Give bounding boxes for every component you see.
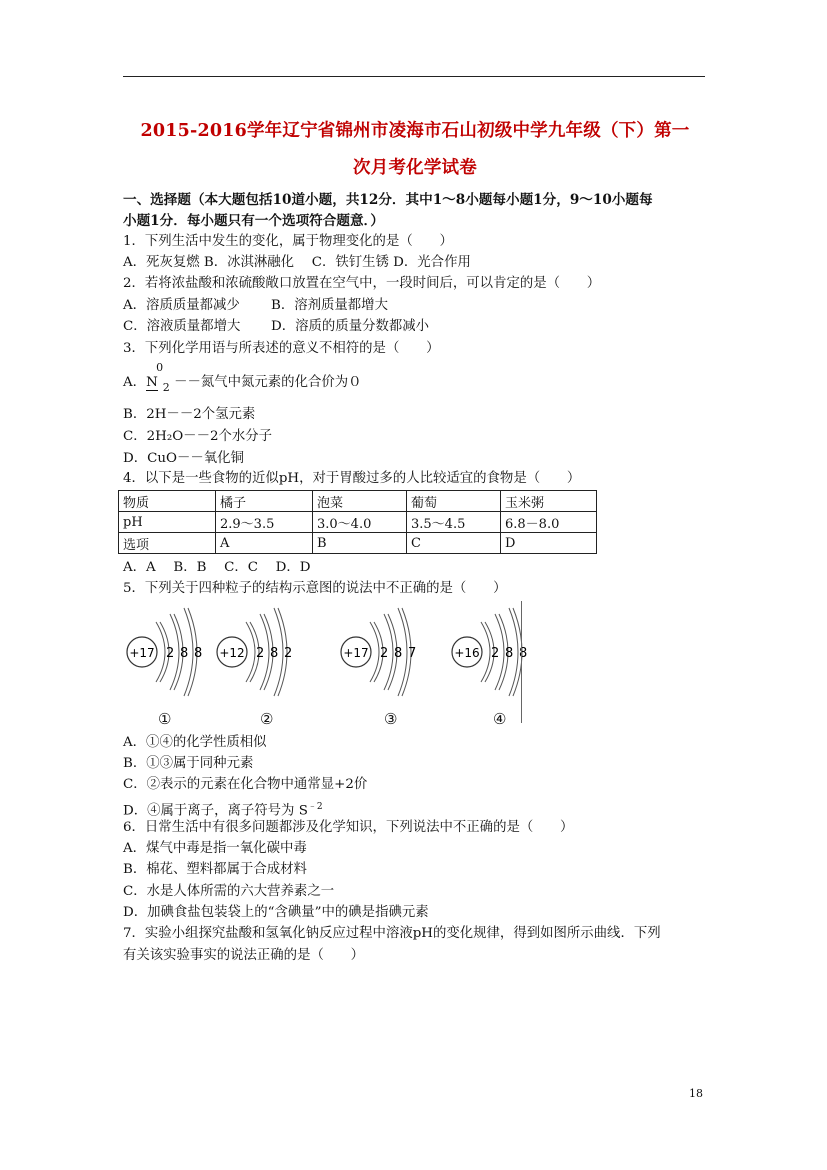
shell-electron-count: 7 — [408, 646, 417, 661]
q2-option-d: D．溶质的质量分数都减小 — [271, 319, 430, 334]
q3-option-a-text: －－氮气中氮元素的化合价为０ — [174, 375, 362, 390]
table-cell: A — [216, 533, 313, 554]
q3-option-a — [123, 361, 362, 397]
shell-electron-count: 8 — [180, 646, 189, 661]
shell-electron-count: 2 — [380, 646, 389, 661]
page-number: 18 — [689, 1087, 703, 1100]
nucleus-charge: +16 — [454, 646, 480, 660]
table-row — [119, 512, 597, 533]
q3-option-b: B．2H－－2个氢元素 — [123, 407, 256, 422]
q3-option-d: D．CuO－－氧化铜 — [123, 451, 244, 466]
table-cell: D — [501, 533, 597, 554]
q5-option-d — [123, 798, 323, 820]
q6-option-a: A．煤气中毒是指一氧化碳中毒 — [123, 841, 307, 856]
shell-electron-count: 8 — [270, 646, 279, 661]
atom-diagram-3 — [336, 605, 431, 700]
q4-options: A．A B．B C．C D．D — [123, 560, 311, 575]
table-cell: pH — [119, 512, 216, 533]
nucleus-charge: +17 — [343, 646, 369, 660]
q6-option-b: B．棉花、塑料都属于合成材料 — [123, 862, 307, 877]
shell-electron-count: 8 — [194, 646, 203, 661]
table-cell: 3.0～4.0 — [313, 512, 407, 533]
q2-option-b: B．溶剂质量都增大 — [271, 298, 388, 313]
nucleus-charge: +12 — [219, 646, 245, 660]
q6-option-c: C．水是人体所需的六大营养素之一 — [123, 884, 335, 899]
food-ph-table — [118, 490, 597, 554]
q1-options: A．死灰复燃 B．冰淇淋融化 C．铁钉生锈 D．光合作用 — [123, 255, 471, 270]
table-cell: 葡萄 — [407, 491, 501, 512]
shell-electron-count: 8 — [505, 646, 514, 661]
q5-option-b: B．①③属于同种元素 — [123, 756, 254, 771]
shell-electron-count: 2 — [491, 646, 500, 661]
q3-option-a-prefix: A． — [123, 375, 147, 390]
atom-diagram-1 — [122, 605, 217, 700]
q5-option-d-charge: ﹣2 — [307, 802, 323, 812]
atom-label-3: ③ — [384, 710, 398, 728]
q5-option-d-symbol: S — [298, 803, 308, 819]
q2-option-a: A．溶质质量都减少 — [123, 298, 240, 313]
q5-option-a: A．①④的化学性质相似 — [123, 735, 267, 750]
q1-stem: 1．下列生活中发生的变化，属于物理变化的是（ ） — [123, 234, 453, 249]
q3-option-c: C．2H₂O－－2个水分子 — [123, 429, 273, 444]
table-cell: 6.8－8.0 — [501, 512, 597, 533]
q5-option-d-text: D．④属于离子，离子符号为 — [123, 803, 295, 819]
atom-diagram-2 — [212, 605, 307, 700]
table-cell: C — [407, 533, 501, 554]
atom-label-2: ② — [260, 710, 274, 728]
q5-stem: 5．下列关于四种粒子的结构示意图的说法中不正确的是（ ） — [123, 581, 507, 596]
table-cell: 选项 — [119, 533, 216, 554]
page-title-line-1: 2015-2016学年辽宁省锦州市凌海市石山初级中学九年级（下）第一 — [140, 121, 690, 141]
table-cell: B — [313, 533, 407, 554]
table-row — [119, 533, 597, 554]
q3-option-a-subscript: 2 — [162, 381, 170, 394]
q3-option-a-symbol: N — [146, 375, 158, 390]
q2-options-row-1 — [123, 297, 388, 315]
shell-electron-count: 2 — [256, 646, 265, 661]
nucleus-charge: +17 — [129, 646, 155, 660]
table-cell: 泡菜 — [313, 491, 407, 512]
atom-label-1: ① — [158, 710, 172, 728]
shell-electron-count: 2 — [166, 646, 175, 661]
shell-electron-count: 8 — [519, 646, 528, 661]
header-rule — [123, 76, 705, 77]
q2-option-c: C．溶液质量都增大 — [123, 319, 241, 334]
q7-stem-line-1: 7．实验小组探究盐酸和氢氧化钠反应过程中溶液pH的变化规律，得到如图所示曲线．下列 — [123, 926, 661, 941]
q7-stem-line-2: 有关该实验事实的说法正确的是（ ） — [123, 948, 365, 963]
q4-stem: 4．以下是一些食物的近似pH，对于胃酸过多的人比较适宜的食物是（ ） — [123, 471, 581, 486]
section-heading — [123, 190, 713, 232]
q5-option-c: C．②表示的元素在化合物中通常显+2价 — [123, 777, 368, 792]
table-cell: 玉米粥 — [501, 491, 597, 512]
atom-label-4: ④ — [493, 710, 507, 728]
section-heading-line-2: 小题1分．每小题只有一个选项符合题意．） — [123, 213, 384, 229]
table-cell: 物质 — [119, 491, 216, 512]
q2-stem: 2．若将浓盐酸和浓硫酸敞口放置在空气中，一段时间后，可以肯定的是（ ） — [123, 276, 601, 291]
shell-electron-count: 8 — [394, 646, 403, 661]
table-cell: 橘子 — [216, 491, 313, 512]
q3-option-a-valence: 0 — [156, 361, 164, 374]
table-row — [119, 491, 597, 512]
section-heading-line-1: 一、选择题（本大题包括10道小题，共12分．其中1～8小题每小题1分，9～10小题每 — [123, 192, 653, 208]
page-title-line-2: 次月考化学试卷 — [353, 158, 477, 178]
q6-option-d: D．加碘食盐包装袋上的“含碘量”中的碘是指碘元素 — [123, 905, 429, 920]
table-cell: 3.5～4.5 — [407, 512, 501, 533]
q6-stem: 6．日常生活中有很多问题都涉及化学知识，下列说法中不正确的是（ ） — [123, 820, 574, 835]
shell-electron-count: 2 — [284, 646, 293, 661]
q2-options-row-2 — [123, 318, 429, 336]
diagram-divider — [521, 601, 522, 723]
table-cell: 2.9～3.5 — [216, 512, 313, 533]
q3-stem: 3．下列化学用语与所表述的意义不相符的是（ ） — [123, 341, 440, 356]
atom-diagram-4 — [447, 605, 542, 700]
